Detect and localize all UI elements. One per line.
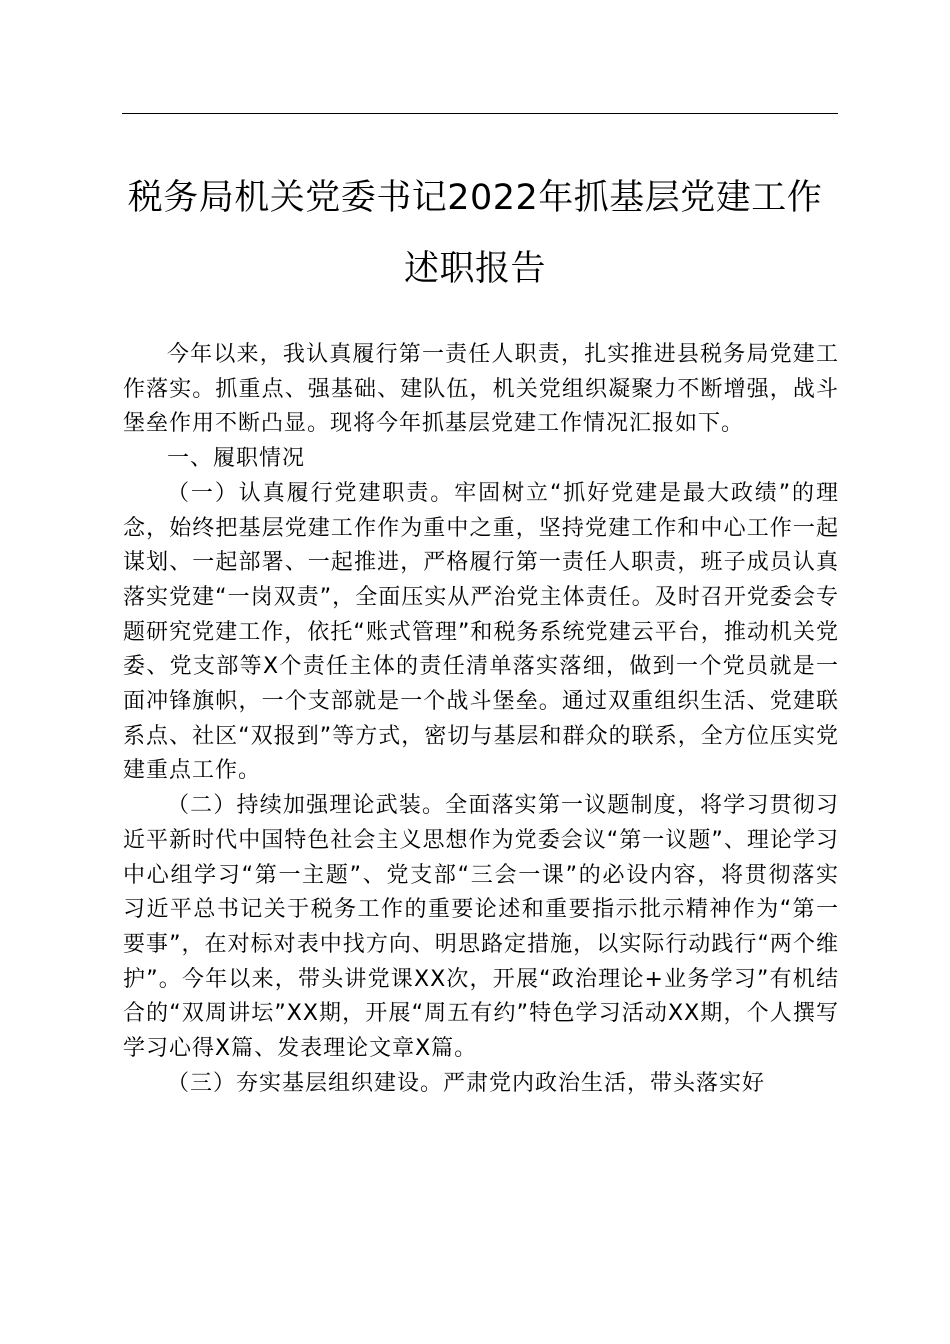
paragraph-1: （一）认真履行党建职责。牢固树立“抓好党建是最大政绩”的理念，始终把基层党建工作作为重中之重，坚持党建工作和中心工作一起谋划、一起部署、一起推进，严格履行第一责任人职责，班子成员认真落实党建“一岗双责”，全面压实从严治党主体责任。及时召开党委会专题研究党建工作，依托“账式管理”和税务系统党建云平台，推动机关党委、党支部等X个责任主体的责任清单落实落细，做到一个党员就是一面冲锋旗帜，一个支部就是一个战斗堡垒。通过双重组织生活、党建联系点、社区“双报到”等方式，密切与基层和群众的联系，全方位压实党建重点工作。: [123, 480, 839, 784]
paragraph-3: （三）夯实基层组织建设。严肃党内政治生活，带头落实好: [167, 1070, 766, 1096]
document-body: [123, 338, 839, 1101]
header-rule: [122, 113, 838, 114]
document-title-line-1: 税务局机关党委书记2022年抓基层党建工作: [127, 178, 823, 218]
paragraph-intro: 今年以来，我认真履行第一责任人职责，扎实推进县税务局党建工作落实。抓重点、强基础、建队伍，机关党组织凝聚力不断增强，战斗堡垒作用不断凸显。现将今年抓基层党建工作情况汇报如下。: [123, 342, 839, 437]
section-heading-1: 一、履职情况: [167, 446, 306, 472]
document-title-line-2: 述职报告: [403, 249, 546, 289]
paragraph-2: （二）持续加强理论武装。全面落实第一议题制度，将学习贯彻习近平新时代中国特色社会主义思想作为党委会议“第一议题”、理论学习中心组学习“第一主题”、党支部“三会一课”的必设内容，将贯彻落实习近平总书记关于税务工作的重要论述和重要指示批示精神作为“第一要事”，在对标对表中找方向、明思路定措施，以实际行动践行“两个维护”。今年以来，带头讲党课XX次，开展“政治理论+业务学习”有机结合的“双周讲坛”XX期，开展“周五有约”特色学习活动XX期，个人撰写学习心得X篇、发表理论文章X篇。: [123, 793, 839, 1062]
